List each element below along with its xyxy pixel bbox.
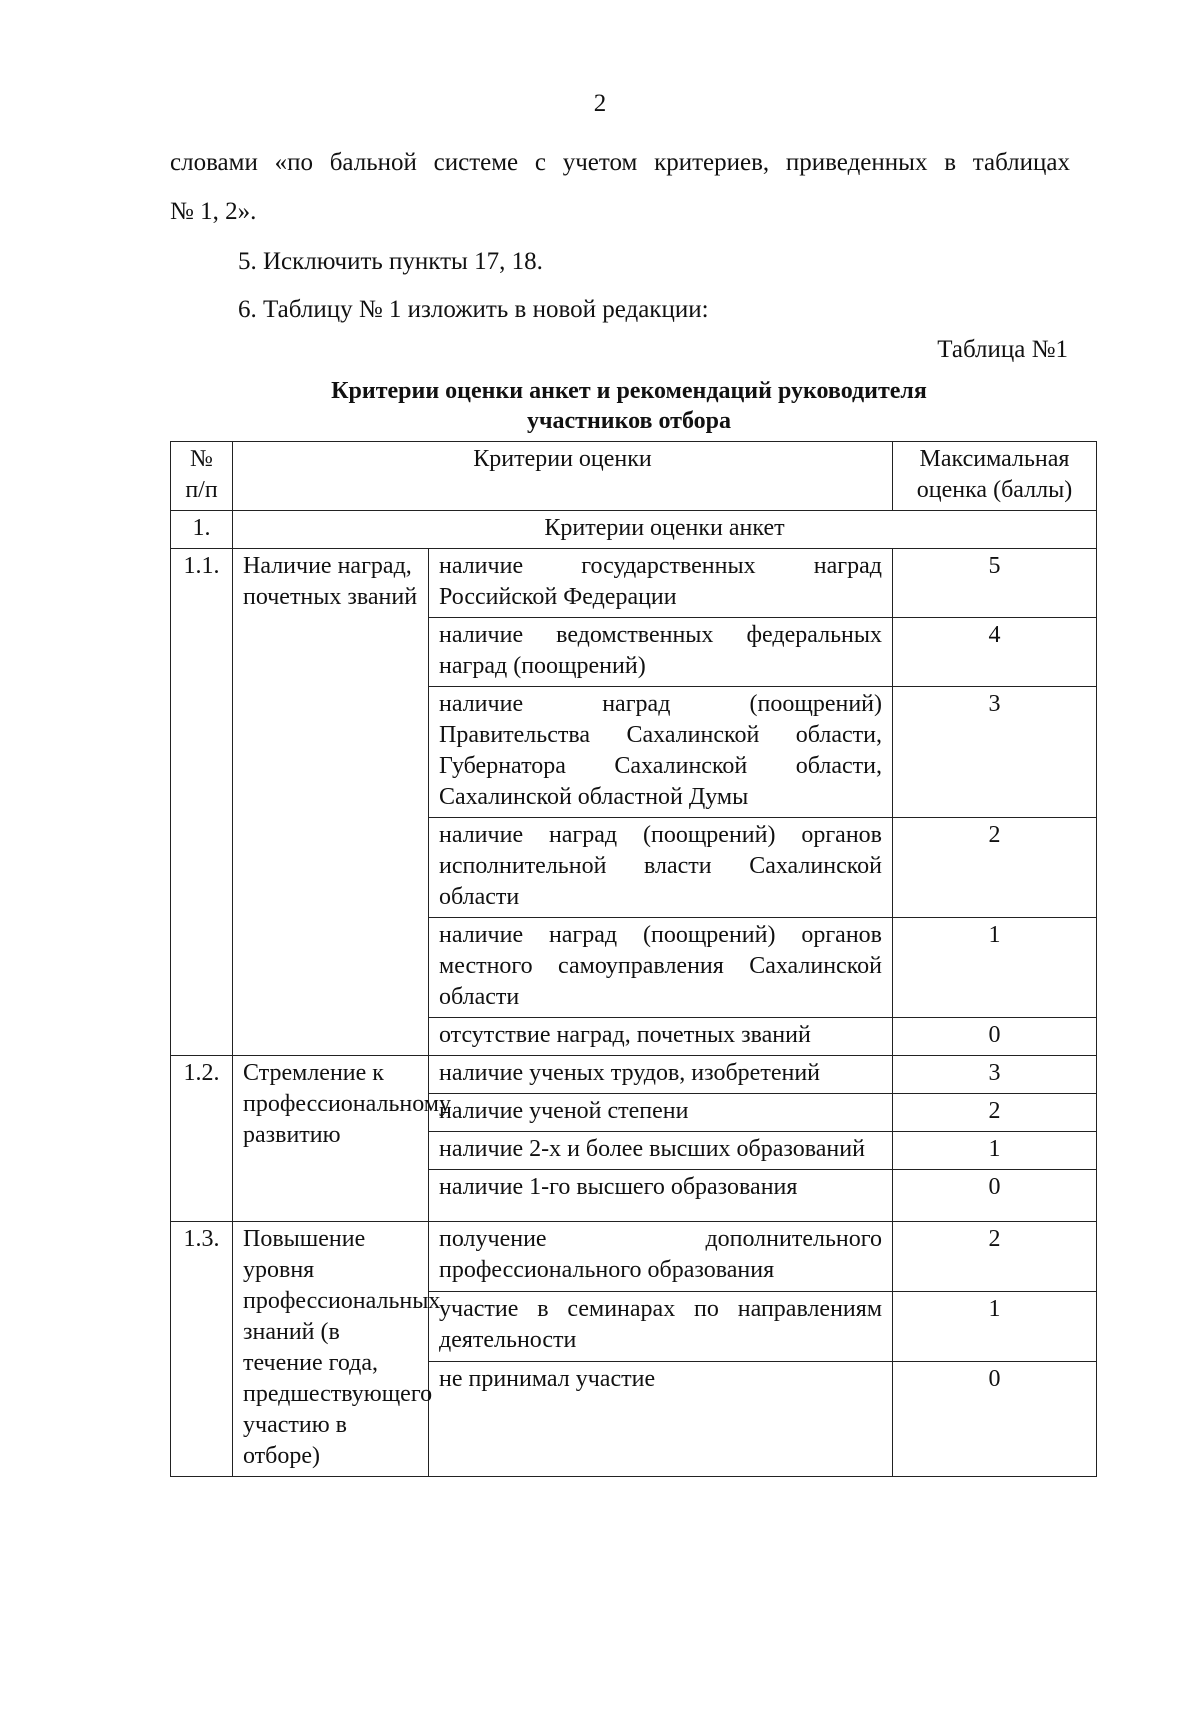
table-caption: Таблица №1: [937, 336, 1068, 363]
group-title: Повышение уровня профессиональных знаний (в течение года, предшествующего участию в отборе): [233, 1222, 429, 1477]
section-row: [171, 511, 1097, 549]
criterion-cell: получение дополнительного профессионального образования: [429, 1222, 893, 1292]
criterion-cell: наличие ученой степени: [429, 1094, 893, 1132]
score-cell: 4: [893, 618, 1097, 687]
group-title: Стремление к профессиональному развитию: [233, 1056, 429, 1222]
criterion-cell: участие в семинарах по направлениям деятельности: [429, 1292, 893, 1362]
group-num: 1.2.: [171, 1056, 233, 1222]
table-row: [171, 549, 1097, 618]
section-title: Критерии оценки анкет: [233, 511, 1097, 549]
paragraph-continuation: словами «по бальной системе с учетом критериев, приведенных в таблицах: [170, 149, 1070, 176]
group-num: 1.1.: [171, 549, 233, 1056]
score-cell: 1: [893, 918, 1097, 1018]
criterion-cell: наличие наград (поощрений) органов исполнительной власти Сахалинской области: [429, 818, 893, 918]
criterion-cell: наличие наград (поощрений) органов местного самоуправления Сахалинской области: [429, 918, 893, 1018]
table-header-row: [171, 442, 1097, 511]
paragraph-item-5: 5. Исключить пункты 17, 18.: [238, 248, 543, 275]
criterion-cell: наличие ученых трудов, изобретений: [429, 1056, 893, 1094]
table-row: [171, 1056, 1097, 1094]
score-cell: 3: [893, 1056, 1097, 1094]
score-cell: 5: [893, 549, 1097, 618]
page-number: 2: [593, 90, 607, 117]
table-title-line-2: участников отбора: [526, 408, 731, 434]
table-title: [170, 376, 1088, 436]
paragraph-continuation-end: № 1, 2».: [170, 198, 257, 225]
header-score: Максимальная оценка (баллы): [893, 442, 1097, 511]
header-criteria: Критерии оценки: [233, 442, 893, 511]
criterion-cell: наличие 1-го высшего образования: [429, 1170, 893, 1222]
score-cell: 0: [893, 1362, 1097, 1477]
score-cell: 2: [893, 1094, 1097, 1132]
table-title-line-1: Критерии оценки анкет и рекомендаций руководителя: [331, 378, 927, 404]
criterion-cell: отсутствие наград, почетных званий: [429, 1018, 893, 1056]
score-cell: 0: [893, 1170, 1097, 1222]
score-cell: 0: [893, 1018, 1097, 1056]
paragraph-item-6: 6. Таблицу № 1 изложить в новой редакции:: [238, 296, 709, 323]
score-cell: 1: [893, 1292, 1097, 1362]
group-num: 1.3.: [171, 1222, 233, 1477]
header-num: № п/п: [171, 442, 233, 511]
criterion-cell: наличие государственных наград Российской Федерации: [429, 549, 893, 618]
score-cell: 3: [893, 687, 1097, 818]
section-num: 1.: [171, 511, 233, 549]
criterion-cell: не принимал участие: [429, 1362, 893, 1477]
table-row: [171, 1222, 1097, 1292]
score-cell: 2: [893, 818, 1097, 918]
score-cell: 2: [893, 1222, 1097, 1292]
criterion-cell: наличие наград (поощрений) Правительства Сахалинской области, Губернатора Сахалинской области, Сахалинской областной Думы: [429, 687, 893, 818]
group-title: Наличие наград, почетных званий: [233, 549, 429, 1056]
criteria-table: [170, 441, 1097, 1477]
score-cell: 1: [893, 1132, 1097, 1170]
criterion-cell: наличие 2-х и более высших образований: [429, 1132, 893, 1170]
criterion-cell: наличие ведомственных федеральных наград (поощрений): [429, 618, 893, 687]
